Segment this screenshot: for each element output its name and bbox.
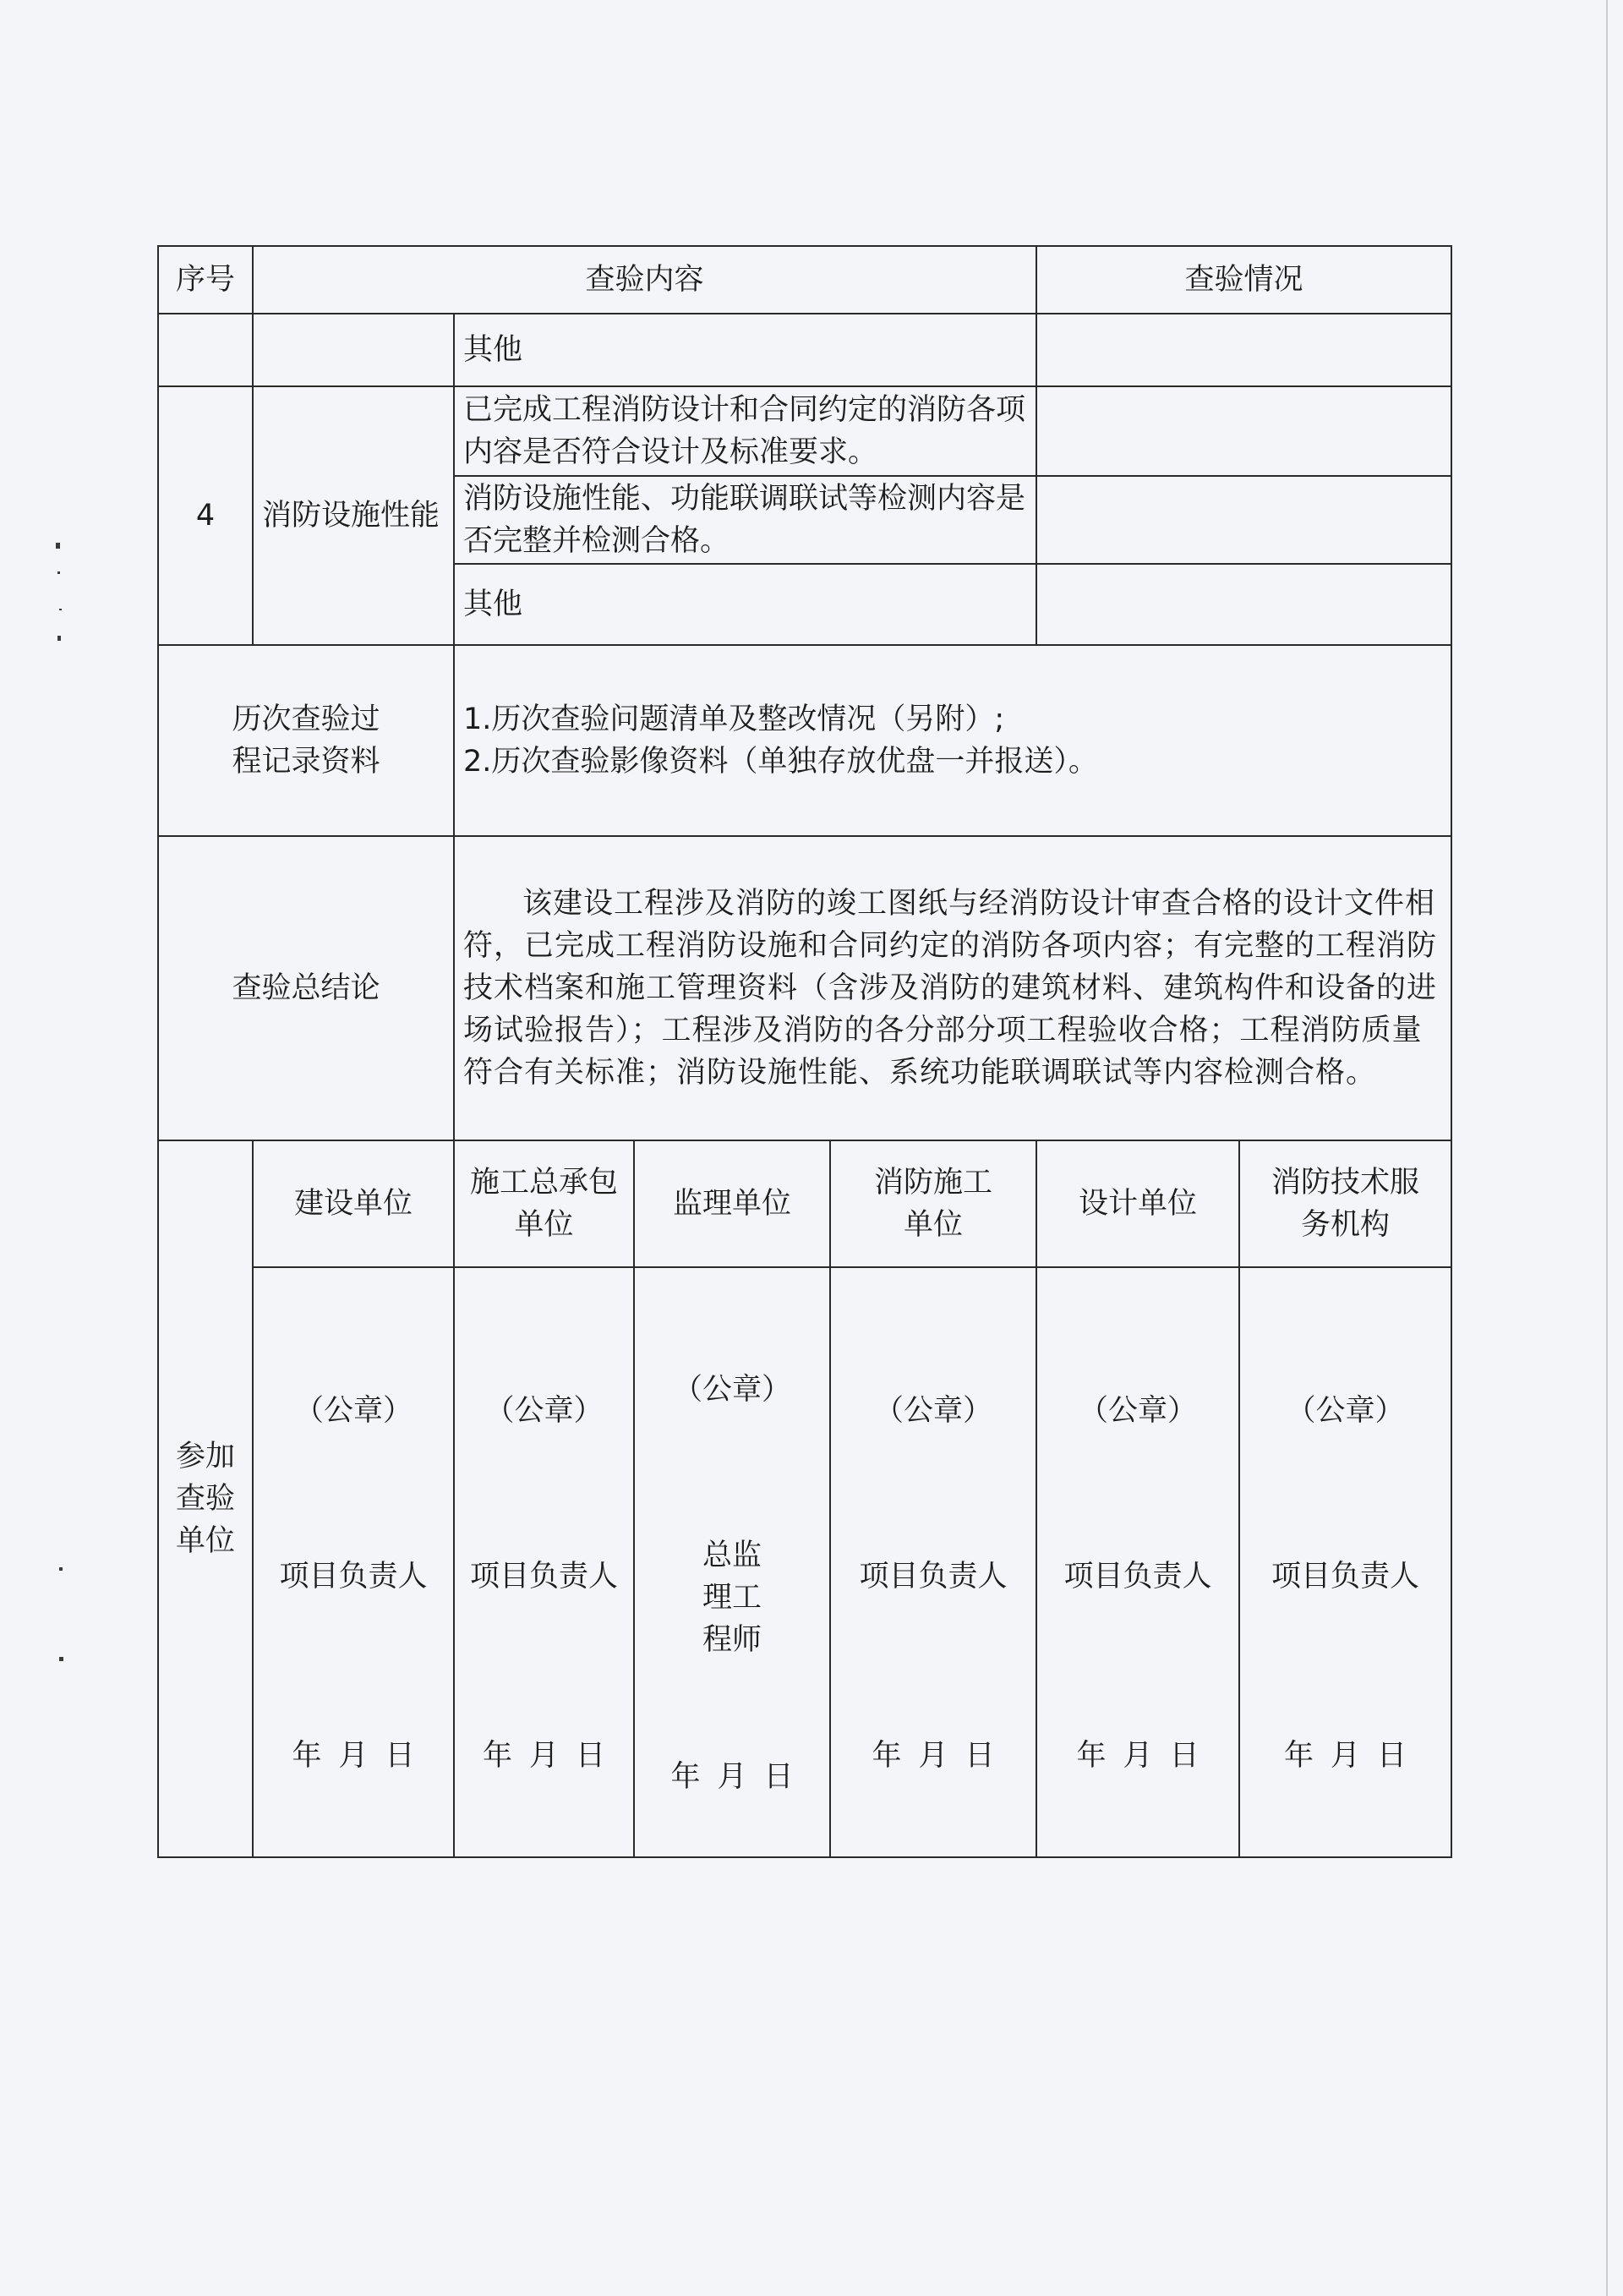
participants-label: 参加查验单位 [158,1140,253,1857]
sign-date [1249,1735,1442,1777]
header-row [158,246,1451,314]
signature-cell [454,1267,634,1857]
history-content [454,645,1451,836]
signature-cell [1036,1267,1239,1857]
table-row [158,386,1451,476]
scan-mark [56,543,60,549]
participants-sign-row [158,1267,1451,1857]
summary-text: 该建设工程涉及消防的竣工图纸与经消防设计审查合格的设计文件相符，已完成工程消防设施和合同约定的消防各项内容；有完整的工程消防技术档案和施工管理资料（含涉及消防的建筑材料、建筑构件和设备的进场试验报告）；工程涉及消防的各分部分项工程验收合格；工程消防质量符合有关标准；消防设施性能、系统功能联调联试等内容检测合格。 [454,836,1451,1140]
responsible-person: 项目负责人 [859,1560,1008,1594]
date-month: 月 [528,1739,559,1773]
date-day: 日 [763,1760,794,1794]
table-row [158,314,1451,386]
unit-name: 消防技术服务机构 [1239,1140,1451,1267]
scan-edge-line [1606,0,1608,2296]
result-cell [1036,386,1451,476]
official-seal-placeholder: （公章） [293,1394,413,1428]
unit-name: 消防施工单位 [830,1140,1036,1267]
unit-name: 施工总承包单位 [454,1140,634,1267]
signature-cell [830,1267,1036,1857]
content-item: 消防设施性能、功能联调联试等检测内容是否完整并检测合格。 [454,476,1036,564]
participants-names-row [158,1140,1451,1267]
date-year: 年 [482,1739,512,1773]
result-cell [1036,476,1451,564]
date-month: 月 [1331,1739,1361,1773]
date-day: 日 [1377,1739,1407,1773]
date-month: 月 [918,1739,948,1773]
content-item: 其他 [454,314,1036,386]
scan-mark [59,1567,63,1571]
official-seal-placeholder: （公章） [672,1373,791,1407]
content-item: 其他 [454,564,1036,645]
inspection-form-table [157,245,1452,1858]
history-row [158,645,1451,836]
seq-number: 4 [158,386,253,645]
header-result: 查验情况 [1036,246,1451,314]
date-day: 日 [576,1739,606,1773]
header-seq: 序号 [158,246,253,314]
result-cell [1036,564,1451,645]
official-seal-placeholder: （公章） [1079,1394,1198,1428]
date-year: 年 [1076,1739,1107,1773]
result-cell [1036,314,1451,386]
official-seal-placeholder: （公章） [1286,1394,1405,1428]
date-year: 年 [872,1739,902,1773]
sign-date [643,1756,821,1798]
date-year: 年 [292,1739,322,1773]
history-label: 历次查验过程记录资料 [158,645,454,836]
sign-date [839,1735,1027,1777]
summary-label: 查验总结论 [158,836,454,1140]
scan-mark [59,1657,63,1661]
unit-name: 建设单位 [253,1140,454,1267]
date-day: 日 [1169,1739,1199,1773]
date-year: 年 [1284,1739,1314,1773]
scan-mark [57,571,60,574]
sign-date [262,1735,445,1777]
official-seal-placeholder: （公章） [874,1394,993,1428]
summary-row [158,836,1451,1140]
responsible-person: 项目负责人 [1063,1560,1212,1594]
scan-mark [57,636,61,641]
responsible-person: 项目负责人 [1271,1560,1420,1594]
date-month: 月 [338,1739,369,1773]
history-line: 2.历次查验影像资料（单独存放优盘一并报送）。 [463,745,1098,779]
responsible-person: 项目负责人 [469,1560,618,1594]
date-month: 月 [717,1760,747,1794]
official-seal-placeholder: （公章） [484,1394,604,1428]
signature-cell [253,1267,454,1857]
category-label: 消防设施性能 [253,386,454,645]
date-year: 年 [670,1760,701,1794]
signature-cell [634,1267,830,1857]
date-month: 月 [1123,1739,1153,1773]
content-item: 已完成工程消防设计和合同约定的消防各项内容是否符合设计及标准要求。 [454,386,1036,476]
history-line: 1.历次查验问题清单及整改情况（另附）; [463,702,1005,736]
scan-mark [59,609,62,610]
category-cell-empty [253,314,454,386]
unit-name: 设计单位 [1036,1140,1239,1267]
header-content: 查验内容 [253,246,1036,314]
seq-cell-empty [158,314,253,386]
unit-name: 监理单位 [634,1140,830,1267]
responsible-person: 总监理工程师 [702,1539,762,1657]
signature-cell [1239,1267,1451,1857]
date-day: 日 [385,1739,415,1773]
responsible-person: 项目负责人 [279,1560,428,1594]
date-day: 日 [965,1739,995,1773]
sign-date [463,1735,625,1777]
sign-date [1046,1735,1230,1777]
